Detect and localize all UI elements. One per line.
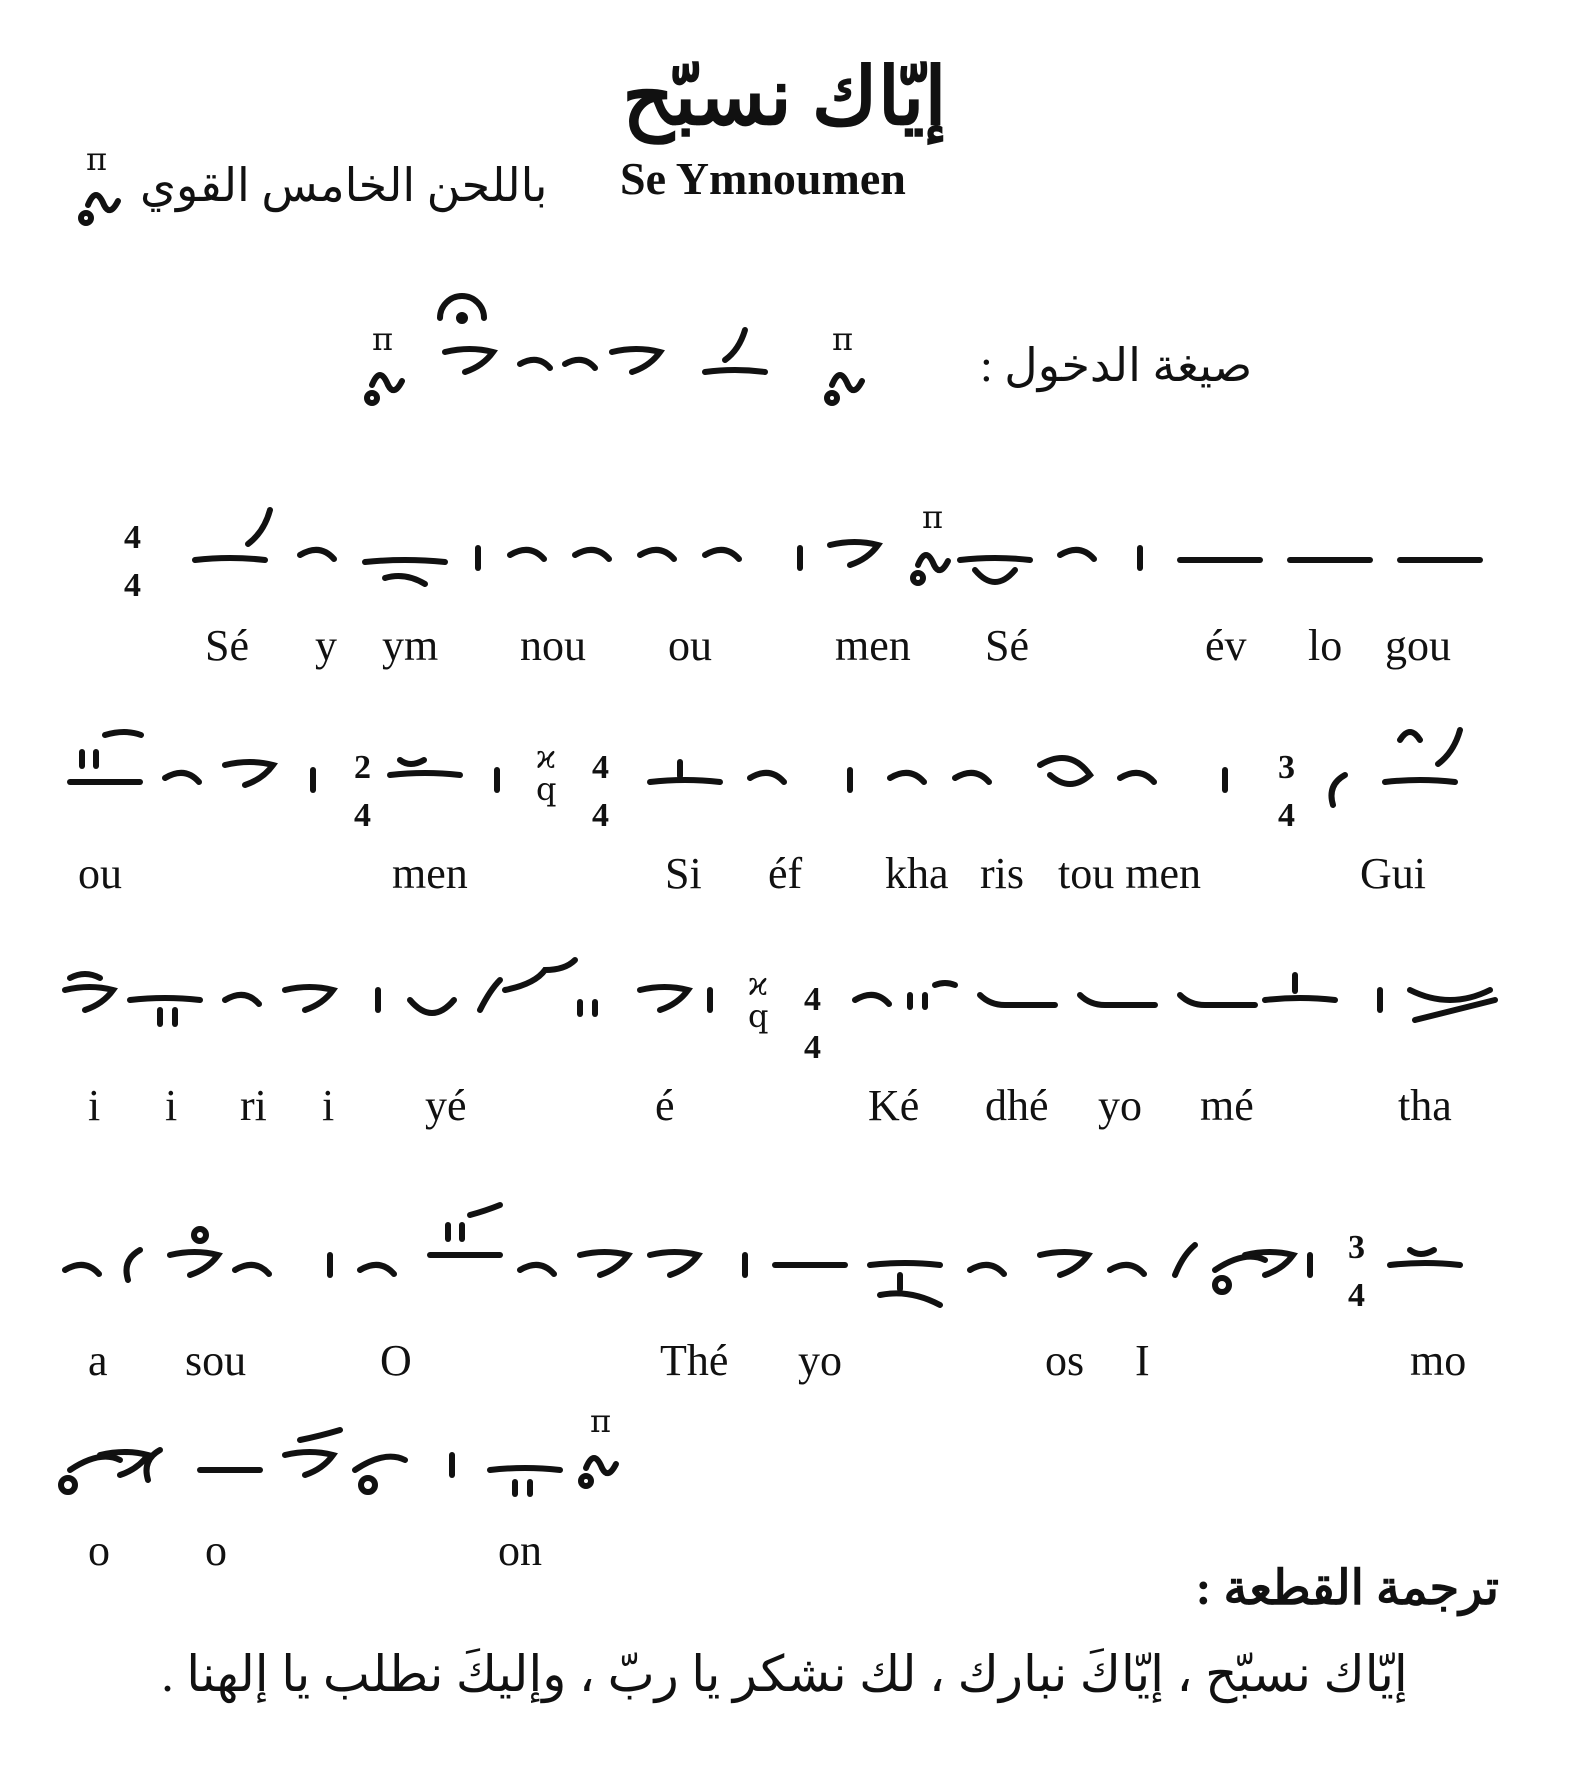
svg-text:π: π (832, 320, 854, 358)
svg-text:q: q (748, 997, 769, 1035)
lyric-syllable: Sé (205, 621, 249, 670)
lyric-syllable: éf (768, 849, 803, 898)
page-title-arabic: إيّاك نسبّح (622, 54, 947, 142)
lyric-syllable: i (165, 1081, 178, 1130)
lyric-syllable: on (498, 1526, 542, 1575)
lyric-syllable: men (835, 621, 911, 670)
notation-line-1 (124, 498, 1480, 604)
lyric-syllable: i (322, 1081, 335, 1130)
svg-text:4: 4 (592, 749, 609, 786)
svg-text:3: 3 (1278, 749, 1295, 786)
svg-text:ϰ: ϰ (748, 965, 768, 1003)
svg-text:3: 3 (1348, 1229, 1365, 1266)
svg-text:π: π (86, 140, 108, 178)
svg-text:π: π (590, 1402, 612, 1440)
lyric-syllable: I (1135, 1336, 1150, 1385)
lyric-syllable: ym (382, 621, 439, 670)
lyric-syllable: O (380, 1336, 412, 1385)
lyric-syllable: yo (1098, 1081, 1142, 1130)
notation-line-3 (65, 960, 1495, 1066)
svg-text:4: 4 (804, 1029, 821, 1066)
lyric-syllable: Gui (1360, 849, 1426, 898)
lyric-syllable: sou (185, 1336, 247, 1385)
svg-text:q: q (536, 770, 557, 808)
intro-neumes (367, 296, 862, 403)
lyric-syllable: kha (885, 849, 949, 898)
svg-text:4: 4 (1278, 797, 1295, 834)
svg-text:π: π (372, 320, 394, 358)
lyric-syllable: Si (665, 849, 702, 898)
intro-formula-label: صيغة الدخول : (980, 340, 1253, 391)
lyric-syllable: yé (425, 1081, 467, 1130)
lyric-syllable: Sé (985, 621, 1029, 670)
lyric-syllable: lo (1308, 621, 1343, 670)
lyric-syllable: yo (798, 1336, 842, 1385)
lyric-syllable: o (88, 1526, 110, 1575)
lyric-syllable: os (1045, 1336, 1085, 1385)
lyric-syllable: ou (668, 621, 712, 670)
lyric-syllable: nou (520, 621, 586, 670)
svg-text:4: 4 (1348, 1277, 1365, 1314)
translation-text: إيّاك نسبّح ، إيّاكَ نبارك ، لك نشكر يا ربّ ، وإليكَ نطلب يا إلهنا . (161, 1646, 1408, 1702)
notation-line-4 (65, 1205, 1460, 1314)
lyric-syllable: ris (980, 849, 1024, 898)
lyric-syllable: gou (1385, 621, 1451, 670)
page-title-latin: Se Ymnoumen (620, 153, 906, 204)
lyric-syllable: Ké (868, 1081, 920, 1130)
notation-line-5 (61, 1402, 616, 1494)
svg-text:4: 4 (124, 567, 141, 604)
svg-text:ϰ: ϰ (536, 738, 556, 776)
svg-text:4: 4 (354, 797, 371, 834)
lyric-syllable: o (205, 1526, 227, 1575)
lyric-syllable: y (315, 621, 337, 670)
svg-text:π: π (922, 498, 944, 536)
lyric-syllable: a (88, 1336, 108, 1385)
lyric-syllable: ou (78, 849, 122, 898)
svg-text:4: 4 (804, 981, 821, 1018)
mode-label: باللحن الخامس القوي (140, 160, 548, 211)
lyric-syllable: i (88, 1081, 101, 1130)
lyric-syllable: mo (1410, 1336, 1467, 1385)
translation-heading: ترجمة القطعة : (1195, 1562, 1499, 1615)
svg-text:2: 2 (354, 749, 371, 786)
lyric-syllable: év (1205, 621, 1247, 670)
svg-text:4: 4 (592, 797, 609, 834)
lyric-syllable: é (655, 1081, 675, 1130)
lyric-syllable: men (392, 849, 468, 898)
svg-text:4: 4 (124, 519, 141, 556)
lyric-syllable: mé (1200, 1081, 1254, 1130)
lyric-syllable: tha (1398, 1081, 1452, 1130)
notation-line-2 (70, 730, 1460, 834)
lyric-syllable: tou men (1058, 849, 1201, 898)
lyric-syllable: ri (240, 1081, 267, 1130)
lyric-syllable: dhé (985, 1081, 1049, 1130)
lyric-syllable: Thé (660, 1336, 729, 1385)
mode-signature-icon (81, 140, 118, 223)
